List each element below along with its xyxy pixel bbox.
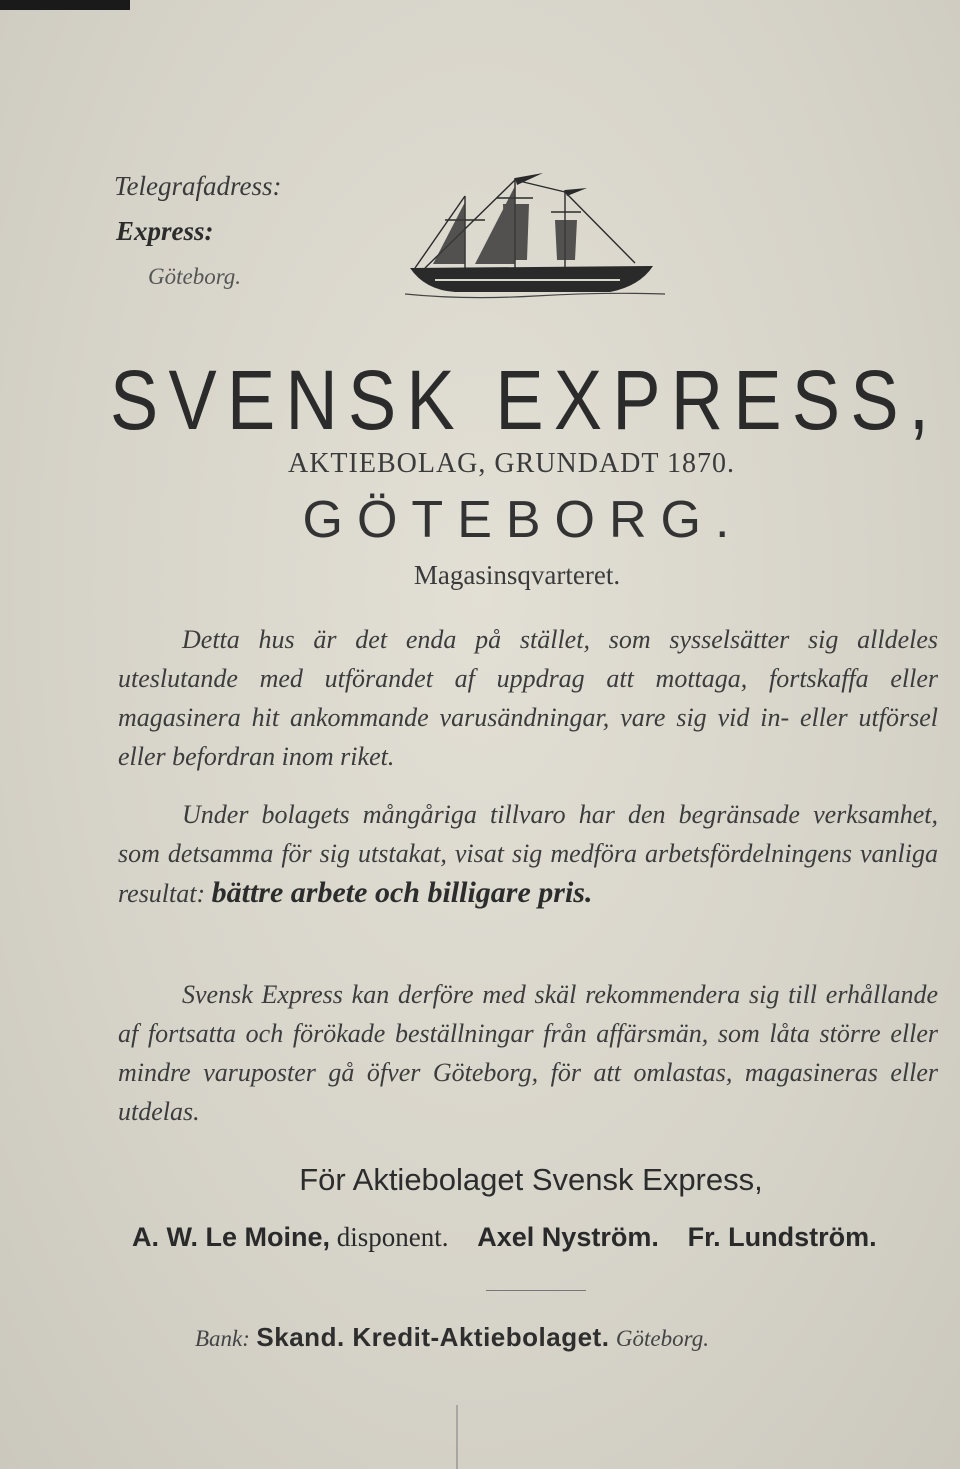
company-title: SVENSK EXPRESS, [110,353,940,447]
fold-mark [456,1405,458,1469]
steamship-illustration [405,168,665,303]
telegraph-address [114,164,334,299]
bank-label: Bank: [195,1326,250,1351]
scan-edge-mark [0,0,130,10]
bank-name: Skand. Kredit-Aktiebolaget. [256,1322,610,1352]
signatory-nystrom: Axel Nyström. [477,1222,659,1252]
divider-rule [486,1290,586,1291]
paragraph-services [118,620,938,776]
paragraph-recommendation-text: Svensk Express kan derföre med skäl rekommendera sig till erhållande af fortsatta och förökade beställningar från affärsmän, som låta större eller mindre varuposter gå öfver Göteborg, för att omlastas, magasineras eller utdelas. [118,980,938,1126]
telegraph-word: Express: [116,216,214,246]
telegraph-label: Telegrafadress: [114,171,282,201]
paragraph-results-emphasis: bättre arbete och billigare pris. [211,876,593,909]
telegraph-city: Göteborg. [148,264,242,289]
bank-city: Göteborg. [615,1326,709,1351]
company-subtitle: AKTIEBOLAG, GRUNDADT 1870. [287,448,735,479]
signatory-le-moine: A. W. Le Moine, [132,1222,331,1252]
city-heading: GÖTEBORG. [302,491,744,549]
district-line: Magasinsqvarteret. [413,560,621,590]
paragraph-services-text: Detta hus är det enda på stället, som sysselsätter sig alldeles uteslutande med utförandet af uppdrag att mottaga, fortskaffa eller magasinera hit ankommande varusändningar, vare sig vid in- eller utförsel eller befordran inom riket. [118,625,938,771]
signatory-role: disponent. [336,1222,449,1252]
bank-line [195,1322,895,1353]
paragraph-results-text: Under bolagets mångåriga tillvaro har den begränsade verksamhet, som detsamma för sig utstakat, visat sig medföra arbetsfördelningens vanliga resultat: [118,800,938,908]
paragraph-recommendation [118,975,938,1131]
company-signature-heading: För Aktiebolaget Svensk Express, [299,1162,763,1197]
paragraph-results [118,795,938,913]
signatory-lundstrom: Fr. Lundström. [687,1222,877,1252]
signatures [132,1222,932,1253]
